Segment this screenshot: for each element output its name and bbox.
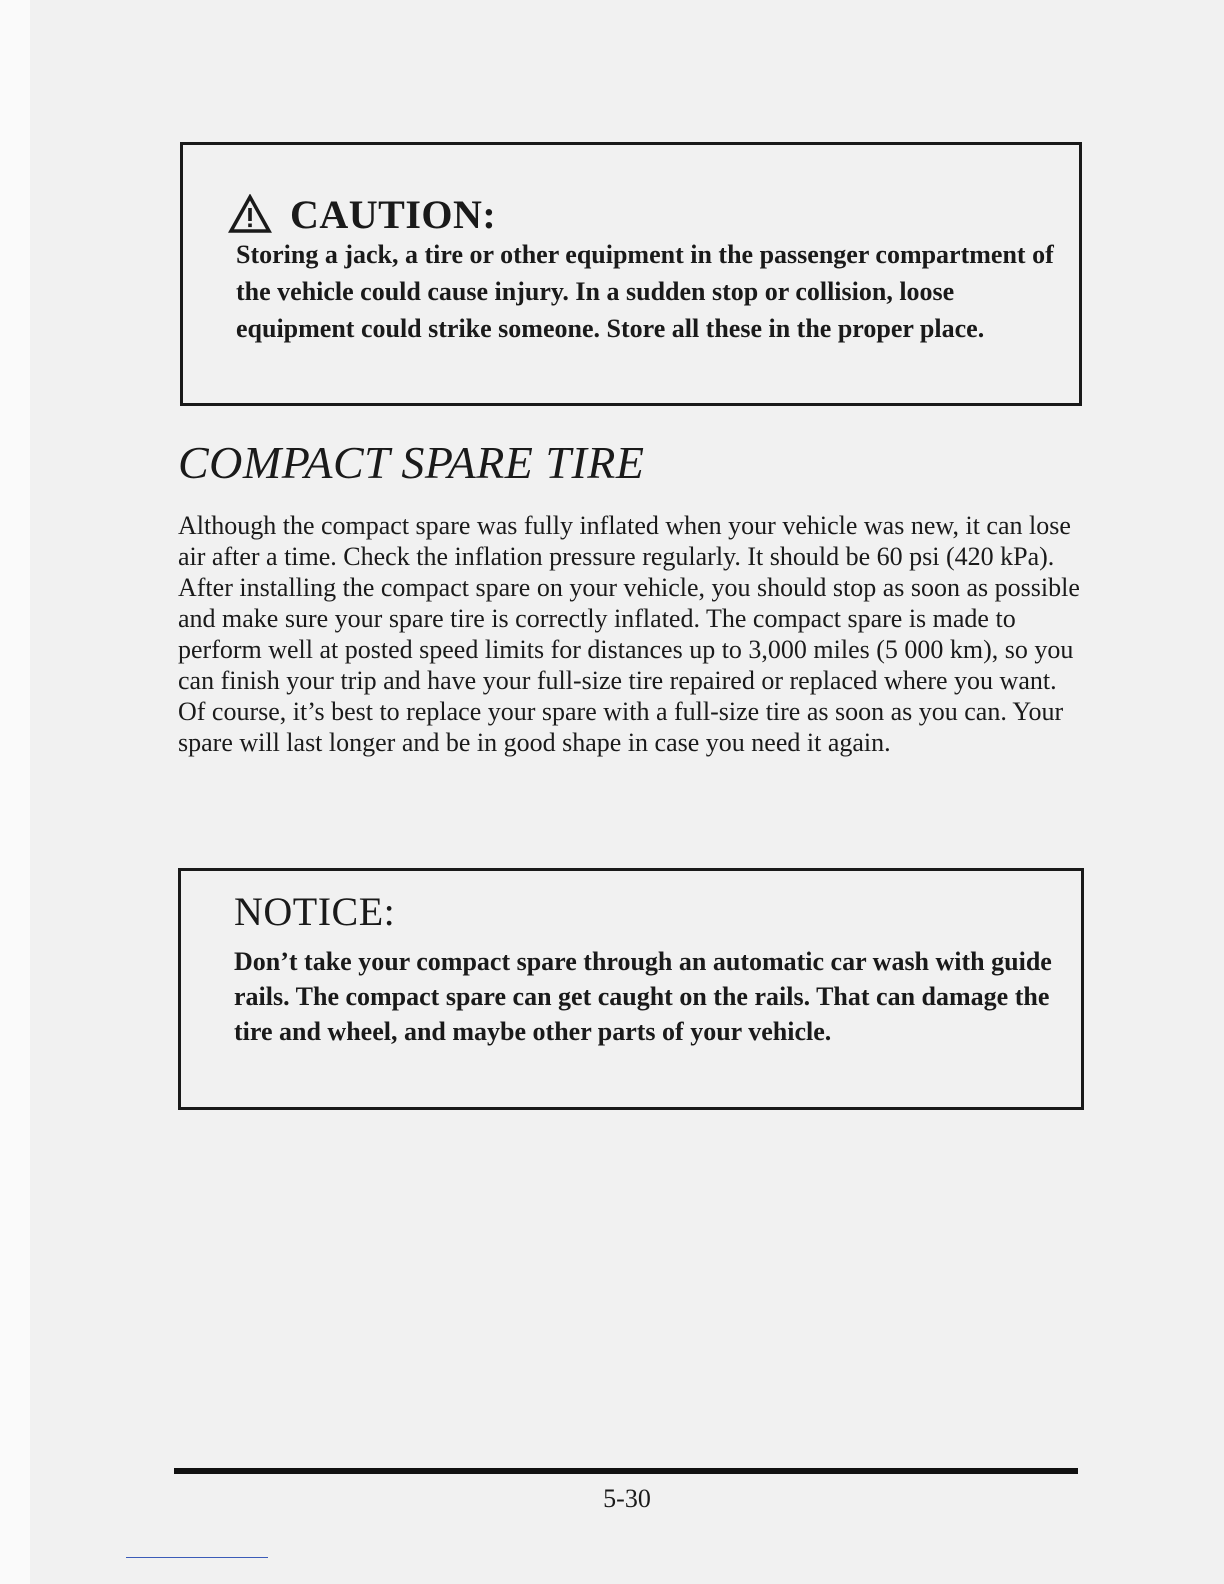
page-number: 5-30 <box>603 1484 651 1513</box>
bottom-link-underline <box>126 1557 268 1558</box>
section-body-text: Although the compact spare was fully inflated when your vehicle was new, it can lose air after a time. Check the inflation pressure regularly. It should be 60 psi (420 kPa). After installing the compact spare on your vehicle, you should stop as soon as possible and make sure your spare tire is correctly inflated. The compact spare is made to perform well at posted speed limits for distances up to 3,000 miles (5 000 km), so you can finish your trip and have your full-size tire repaired or replaced where you want. Of course, it’s best to replace your spare with a full-size tire as soon as you can. Your spare will last longer and be in good shape in case you need it again. <box>178 511 1080 757</box>
page-left-margin <box>0 0 30 1584</box>
caution-text: Storing a jack, a tire or other equipment in the passenger compartment of the vehicle could cause injury. In a sudden stop or collision, loose equipment could strike someone. Store all these in the proper place. <box>236 240 1054 343</box>
caution-title: CAUTION: <box>290 191 497 237</box>
section-title: COMPACT SPARE TIRE <box>178 437 645 488</box>
warning-triangle-icon <box>228 194 272 234</box>
notice-title: NOTICE: <box>234 889 396 934</box>
footer-rule <box>174 1468 1078 1474</box>
notice-text: Don’t take your compact spare through an automatic car wash with guide rails. The compact spare can get caught on the rails. That can damage the tire and wheel, and maybe other parts of your vehicle. <box>234 947 1052 1046</box>
caution-heading <box>228 186 496 242</box>
